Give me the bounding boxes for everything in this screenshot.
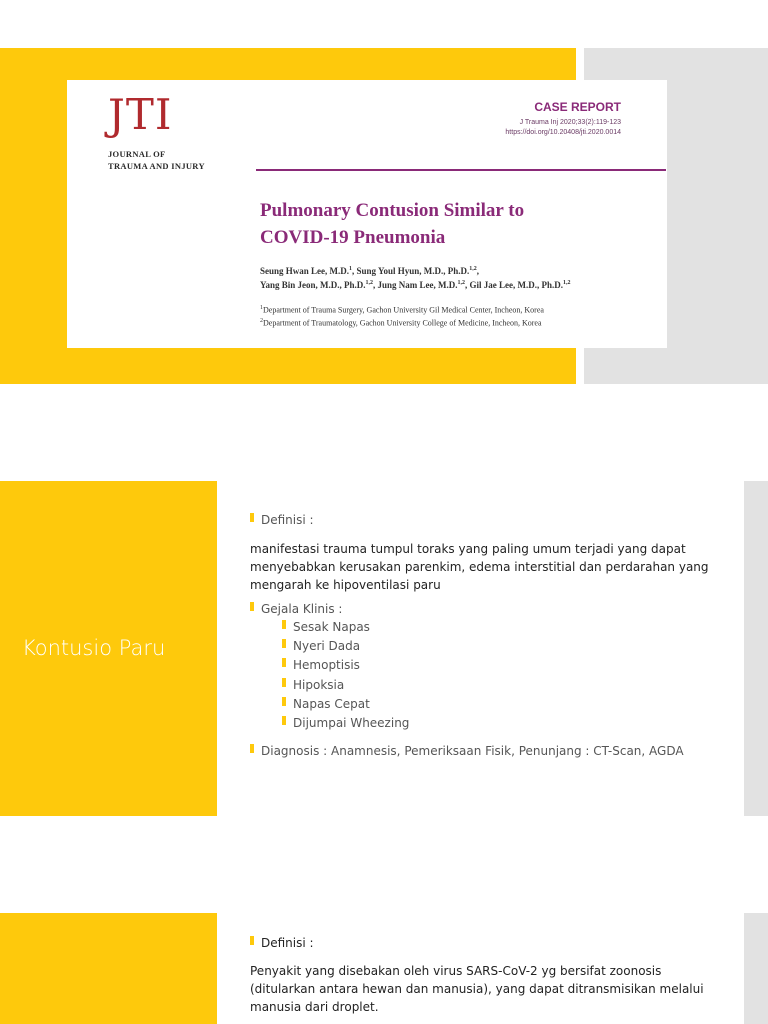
bullet-icon: [250, 744, 254, 753]
gejala-item: Sesak Napas: [282, 620, 370, 634]
slide-title: Kontusio Paru: [22, 636, 166, 660]
bullet-icon: [250, 513, 254, 522]
slide3-definisi-text: Penyakit yang disebakan oleh virus SARS-CoV-2 yg bersifat zoonosis (ditularkan antara hewan dan manusia), yang dapat ditransmisikan melalui manusia dari droplet.: [250, 964, 704, 1014]
gejala-item: Napas Cepat: [282, 697, 370, 711]
paper-title-line2: COVID-19 Pneumonia: [260, 227, 446, 248]
slide2-gray-panel: [744, 481, 768, 816]
bullet-icon: [282, 716, 286, 725]
jti-logo: JTI: [108, 90, 173, 139]
journal-name-line1: JOURNAL OF: [108, 149, 166, 159]
title-divider: [256, 169, 666, 171]
bullet-icon: [282, 678, 286, 687]
bullet-icon: [250, 602, 254, 611]
gejala-item: Dijumpai Wheezing: [282, 716, 409, 730]
bullet-icon: [250, 936, 254, 945]
doi-link: https://doi.org/10.20408/jti.2020.0014: [505, 129, 621, 136]
gejala-item: Hemoptisis: [282, 658, 360, 672]
gejala-heading: Gejala Klinis :: [250, 602, 342, 616]
diagnosis-line: Diagnosis : Anamnesis, Pemeriksaan Fisik, Penunjang : CT-Scan, AGDA: [250, 744, 684, 758]
paper-header-image: [67, 80, 667, 348]
gejala-item: Nyeri Dada: [282, 639, 360, 653]
definisi-heading: Definisi :: [250, 513, 314, 527]
slide3-yellow-panel: [0, 913, 217, 1024]
bullet-icon: [282, 620, 286, 629]
gejala-item: Hipoksia: [282, 678, 344, 692]
affiliation-2: $^2$Department of Traumatology, Gachon University College of Medicine, Incheon, Korea: [260, 318, 542, 328]
affiliation-1: $^1$Department of Trauma Surgery, Gachon University Gil Medical Center, Incheon, Korea: [260, 305, 544, 315]
authors-line2: Yang Bin Jeon, M.D., Ph.D.$^{1,2}$, Jung Nam Lee, M.D.$^{1,2}$, Gil Jae Lee, M.D., Ph.D.$^{1,2}$: [260, 280, 571, 290]
slide3-definisi-heading: Definisi :: [250, 936, 314, 950]
bullet-icon: [282, 639, 286, 648]
bullet-icon: [282, 658, 286, 667]
case-report-label: CASE REPORT: [534, 100, 621, 114]
bullet-icon: [282, 697, 286, 706]
slide3-gray-panel: [744, 913, 768, 1024]
authors-line1: Seung Hwan Lee, M.D.$^1$, Sung Youl Hyun, M.D., Ph.D.$^{1,2}$,: [260, 266, 479, 276]
definisi-text: manifestasi trauma tumpul toraks yang paling umum terjadi yang dapat menyebabkan kerusakan parenkim, edema interstitial dan perdarahan yang mengarah ke hipoventilasi paru: [250, 542, 709, 592]
citation: J Trauma Inj 2020;33(2):119-123: [519, 119, 621, 126]
journal-name-line2: TRAUMA AND INJURY: [108, 161, 205, 171]
paper-title-line1: Pulmonary Contusion Similar to: [260, 200, 525, 221]
